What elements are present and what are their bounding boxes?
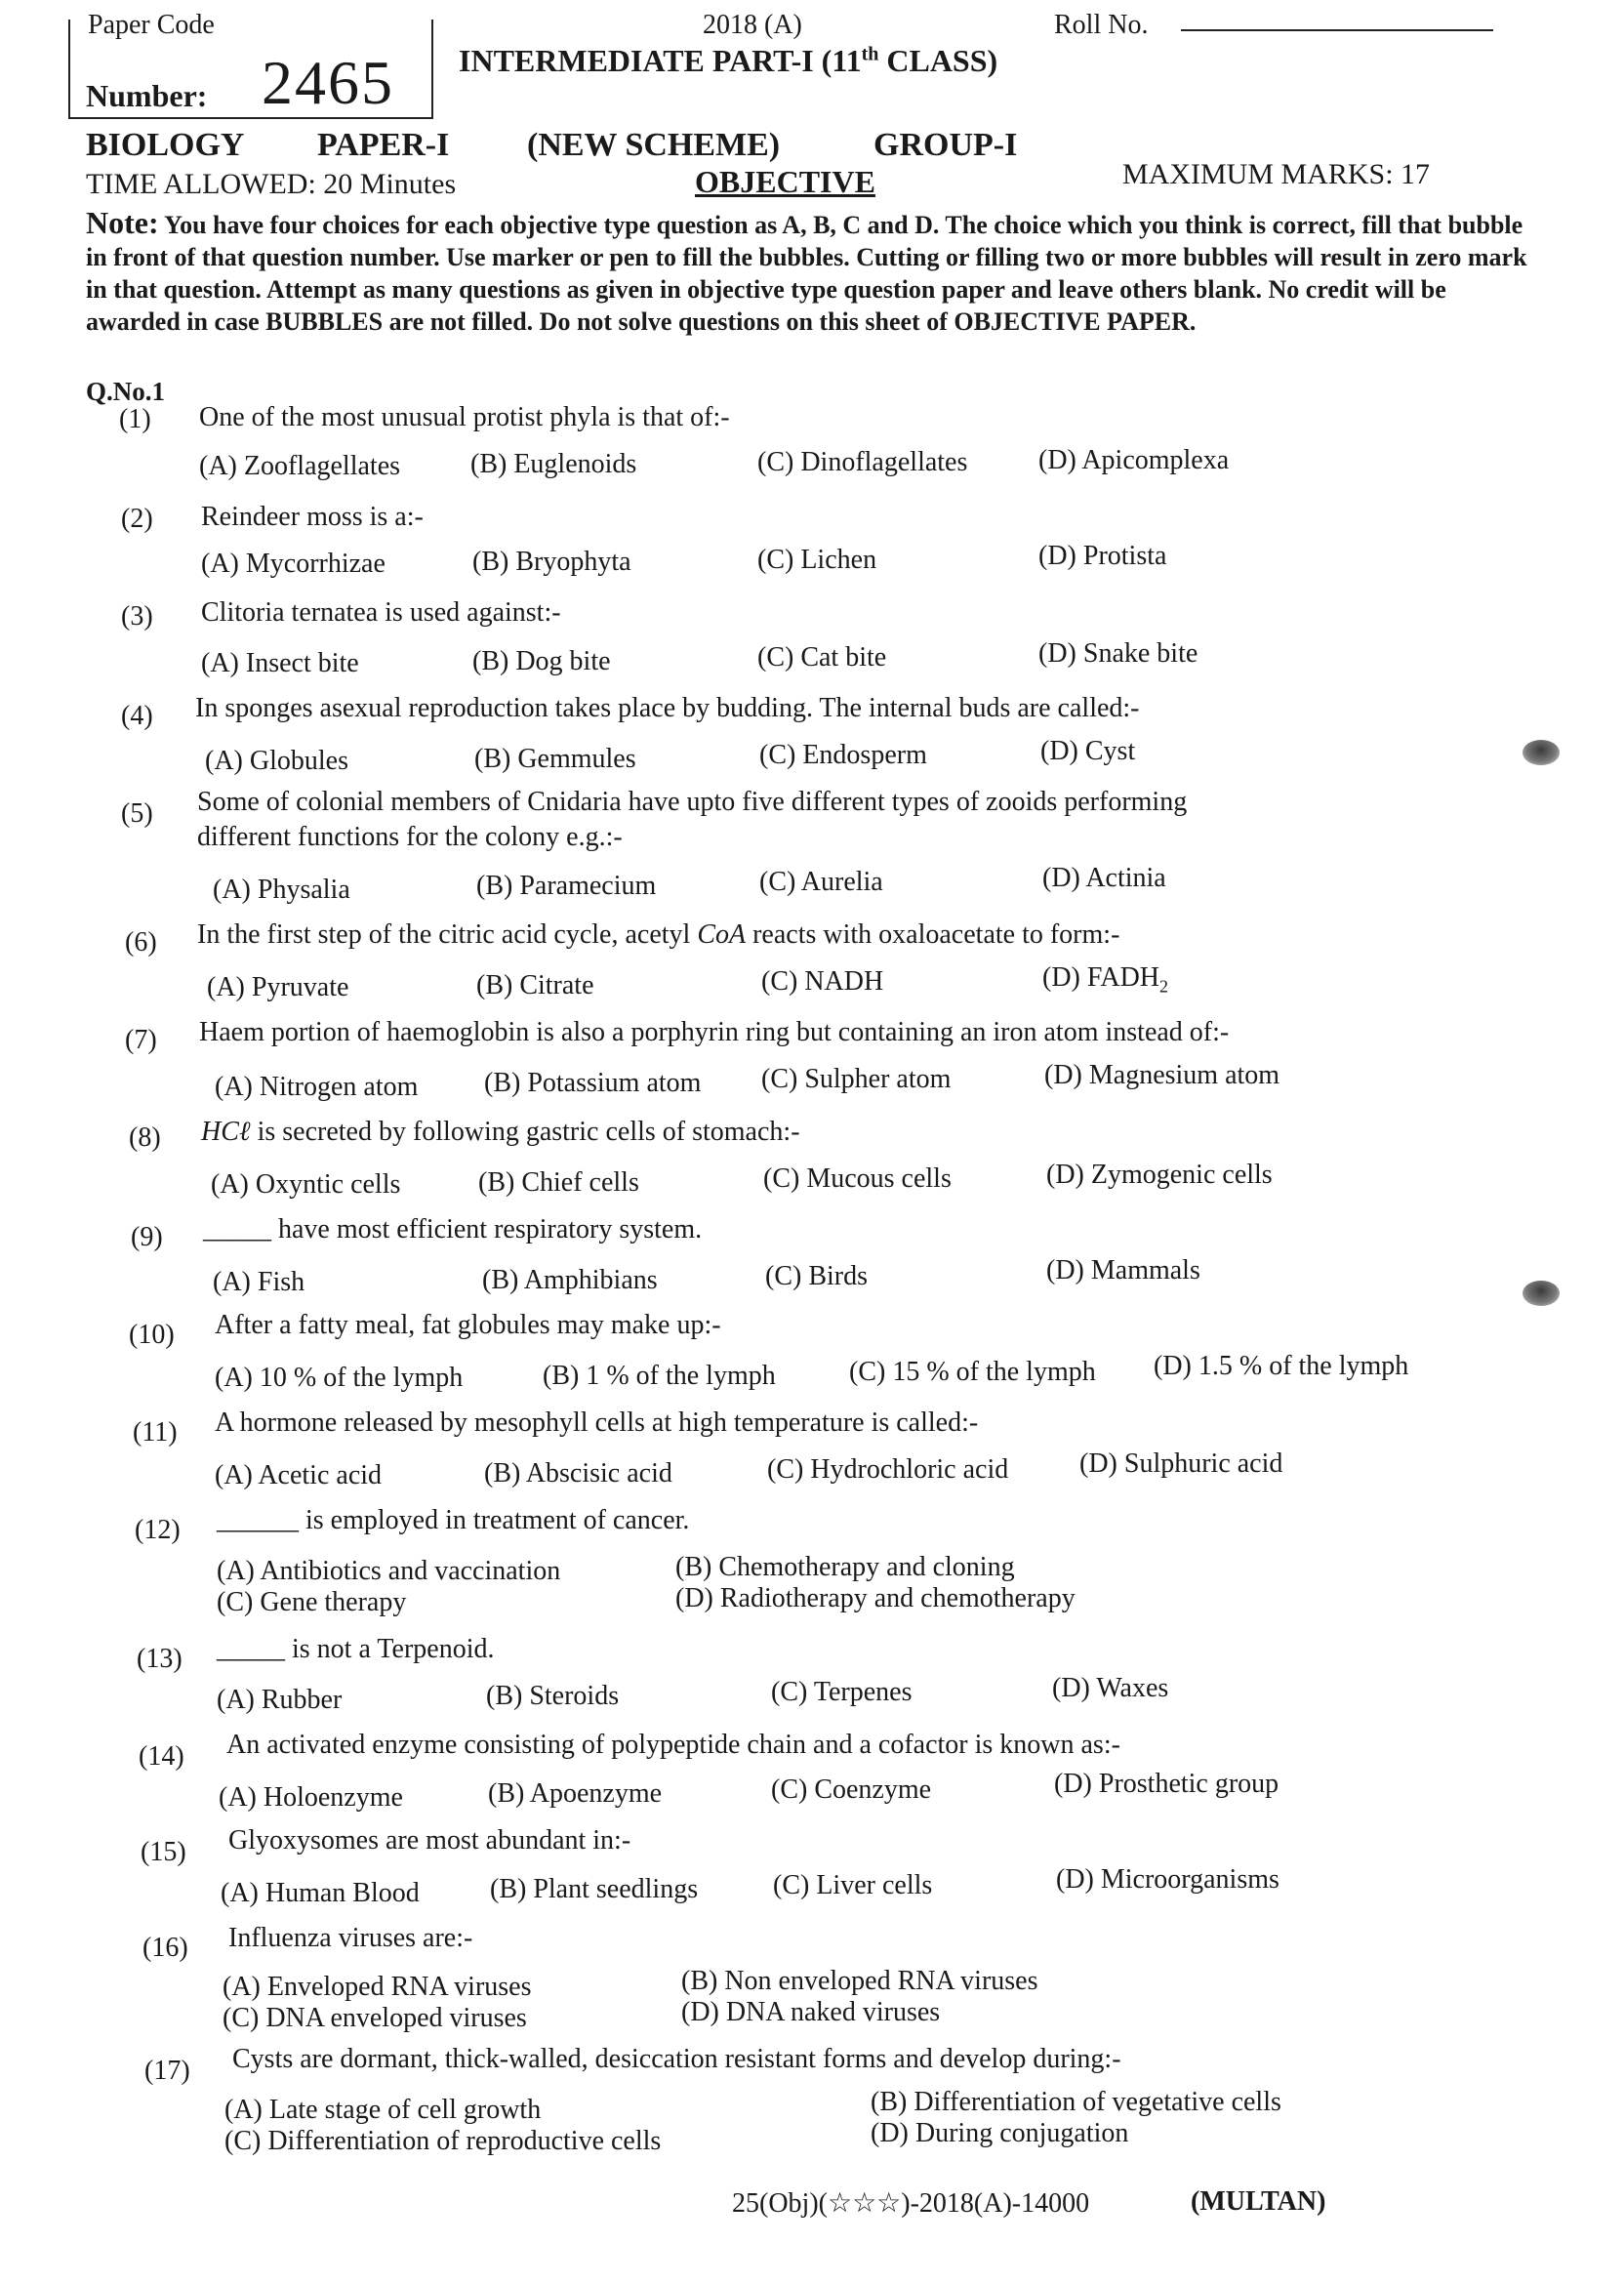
option-c: (C) Hydrochloric acid — [767, 1454, 1009, 1485]
option-a: (A) Oxyntic cells — [211, 1169, 401, 1200]
question-text: Clitoria ternatea is used against:- — [201, 597, 561, 628]
option-d: (D) Radiotherapy and chemotherapy — [675, 1583, 1076, 1613]
option-c: (C) Birds — [765, 1261, 868, 1291]
scheme: (NEW SCHEME) — [527, 127, 781, 163]
exam-title: INTERMEDIATE PART-I (11th CLASS) — [459, 43, 998, 78]
section-title: OBJECTIVE — [695, 164, 875, 199]
option-a: (A) Holoenzyme — [219, 1782, 403, 1813]
option-c: (C) DNA enveloped viruses — [223, 2003, 527, 2033]
punch-hole-icon — [1522, 1281, 1560, 1306]
question-number: (10) — [129, 1320, 175, 1350]
question-text: ______ is employed in treatment of cancer. — [217, 1505, 690, 1535]
roll-number-label: Roll No. — [1054, 10, 1149, 40]
question-text: An activated enzyme consisting of polypeptide chain and a cofactor is known as:- — [226, 1730, 1120, 1760]
question-number: (1) — [119, 404, 151, 434]
question-text: HCℓ is secreted by following gastric cells of stomach:- — [201, 1117, 800, 1147]
time-allowed: TIME ALLOWED: 20 Minutes — [86, 168, 457, 200]
option-d: (D) Sulphuric acid — [1079, 1448, 1283, 1479]
option-b: (B) Chemotherapy and cloning — [675, 1552, 1015, 1582]
question-text: Cysts are dormant, thick-walled, desiccation resistant forms and develop during:- — [232, 2044, 1121, 2074]
option-d: (D) DNA naked viruses — [681, 1997, 941, 2027]
option-c: (C) Liver cells — [773, 1870, 933, 1900]
question-text: _____ is not a Terpenoid. — [217, 1634, 495, 1664]
option-b: (B) Abscisic acid — [484, 1458, 672, 1489]
option-c: (C) NADH — [761, 966, 884, 997]
option-a: (A) Globules — [205, 746, 348, 776]
option-d: (D) Protista — [1038, 541, 1167, 571]
option-d: (D) Actinia — [1042, 863, 1166, 893]
question-text: After a fatty meal, fat globules may make up:- — [215, 1310, 721, 1340]
option-b: (B) Paramecium — [476, 871, 657, 901]
instructions-note — [86, 207, 1530, 338]
option-c: (C) Cat bite — [757, 642, 887, 673]
option-a: (A) Mycorrhizae — [201, 549, 386, 579]
option-b: (B) Plant seedlings — [490, 1874, 699, 1904]
note-label: Note: — [86, 205, 159, 240]
option-b: (B) Euglenoids — [470, 449, 637, 479]
option-c: (C) Terpenes — [771, 1677, 913, 1707]
option-c: (C) Gene therapy — [217, 1587, 407, 1617]
question-number: (14) — [139, 1741, 184, 1772]
question-number: (4) — [121, 701, 153, 731]
paper-number-label: PAPER-I — [317, 127, 450, 163]
question-text: Glyoxysomes are most abundant in:- — [228, 1825, 631, 1856]
option-d: (D) Zymogenic cells — [1046, 1160, 1273, 1190]
option-a: (A) Zooflagellates — [199, 451, 401, 481]
option-c: (C) Lichen — [757, 545, 877, 575]
option-d: (D) Waxes — [1052, 1673, 1169, 1703]
option-d: (D) During conjugation — [871, 2118, 1129, 2148]
question-number: (8) — [129, 1122, 161, 1153]
question-text: In the first step of the citric acid cycle, acetyl CoA reacts with oxaloacetate to form:- — [197, 919, 1120, 950]
board-city: (MULTAN) — [1191, 2186, 1326, 2217]
option-b: (B) Apoenzyme — [488, 1778, 663, 1809]
option-a: (A) Late stage of cell growth — [224, 2095, 542, 2125]
option-d: (D) Snake bite — [1038, 638, 1198, 669]
question-number: (16) — [142, 1933, 188, 1963]
option-b: (B) Potassium atom — [484, 1068, 702, 1098]
question-number: (15) — [141, 1837, 186, 1867]
option-d: (D) Magnesium atom — [1044, 1060, 1280, 1090]
option-a: (A) Acetic acid — [215, 1460, 383, 1490]
option-a: (A) Rubber — [217, 1685, 343, 1715]
question-text: Influenza viruses are:- — [228, 1923, 473, 1953]
number-label: Number: — [86, 78, 208, 113]
option-d: (D) Prosthetic group — [1054, 1769, 1279, 1799]
question-number: (9) — [131, 1222, 163, 1252]
option-a: (A) Pyruvate — [207, 972, 349, 1002]
option-d: (D) $FADH_2$ — [1042, 962, 1169, 997]
option-d: (D) 1.5 % of the lymph — [1154, 1351, 1409, 1381]
option-b: (B) Gemmules — [474, 744, 636, 774]
option-c: (C) Endosperm — [759, 740, 927, 770]
option-c: (C) 15 % of the lymph — [849, 1357, 1096, 1387]
question-number: (2) — [121, 504, 153, 534]
option-c: (C) Mucous cells — [763, 1163, 952, 1194]
question-number: (12) — [135, 1515, 181, 1545]
option-a: (A) Enveloped RNA viruses — [223, 1972, 532, 2002]
question-number: (17) — [144, 2056, 190, 2086]
question-text-continued: different functions for the colony e.g.:- — [197, 822, 623, 852]
question-number: (11) — [133, 1417, 178, 1448]
question-text: _____ have most efficient respiratory system. — [203, 1214, 703, 1244]
option-b: (B) 1 % of the lymph — [543, 1361, 776, 1391]
option-b: (B) Citrate — [476, 970, 594, 1000]
question-text: One of the most unusual protist phyla is that of:- — [199, 402, 730, 432]
option-a: (A) 10 % of the lymph — [215, 1363, 464, 1393]
paper-number: 2465 — [262, 48, 394, 117]
option-d: (D) Microorganisms — [1056, 1864, 1279, 1895]
question-text: A hormone released by mesophyll cells at high temperature is called:- — [215, 1407, 979, 1438]
roll-number-field[interactable] — [1181, 29, 1493, 31]
option-c: (C) Differentiation of reproductive cells — [224, 2126, 662, 2156]
option-a: (A) Insect bite — [201, 648, 359, 678]
option-a: (A) Antibiotics and vaccination — [217, 1556, 561, 1586]
option-b: (B) Steroids — [486, 1681, 620, 1711]
option-c: (C) Coenzyme — [771, 1774, 932, 1805]
question-number: (3) — [121, 601, 153, 632]
punch-hole-icon — [1522, 740, 1560, 765]
question-text: In sponges asexual reproduction takes place by budding. The internal buds are called:- — [195, 693, 1140, 723]
paper-code-label: Paper Code — [88, 10, 215, 40]
option-d: (D) Apicomplexa — [1038, 445, 1230, 475]
note-text: You have four choices for each objective type question as A, B, C and D. The choice which you think is correct, fill that bubble in front of that question number. Use marker or pen to fill the bubbles. Cutting or filling two or more bubbles will result in zero mark in that question. Attempt as many questions as given in objective type question paper and leave others blank. No credit will be awarded in case BUBBLES are not filled. Do not solve questions on this sheet of OBJECTIVE PAPER. — [86, 211, 1527, 336]
option-c: (C) Aurelia — [759, 867, 883, 897]
group: GROUP-I — [873, 127, 1018, 163]
question-number: (6) — [125, 927, 157, 958]
option-b: (B) Non enveloped RNA viruses — [681, 1966, 1038, 1996]
year-session: 2018 (A) — [703, 10, 802, 40]
question-text: Reindeer moss is a:- — [201, 502, 424, 532]
option-b: (B) Amphibians — [482, 1265, 658, 1295]
question-text: Haem portion of haemoglobin is also a porphyrin ring but containing an iron atom instead of:- — [199, 1017, 1230, 1047]
paper-footer-code: 25(Obj)(☆☆☆)-2018(A)-14000 — [732, 2188, 1090, 2219]
option-a: (A) Human Blood — [221, 1878, 420, 1908]
option-b: (B) Differentiation of vegetative cells — [871, 2087, 1281, 2117]
question-text: Some of colonial members of Cnidaria have upto five different types of zooids performing — [197, 787, 1188, 817]
option-b: (B) Dog bite — [472, 646, 611, 676]
option-d: (D) Mammals — [1046, 1255, 1200, 1285]
option-c: (C) Sulpher atom — [761, 1064, 952, 1094]
question-number: (13) — [137, 1644, 183, 1674]
option-a: (A) Physalia — [213, 875, 350, 905]
option-d: (D) Cyst — [1040, 736, 1136, 766]
option-c: (C) Dinoflagellates — [757, 447, 968, 477]
question-group-label: Q.No.1 — [86, 377, 165, 406]
subject: BIOLOGY — [86, 127, 245, 163]
maximum-marks: MAXIMUM MARKS: 17 — [1122, 158, 1431, 190]
option-a: (A) Fish — [213, 1267, 305, 1297]
question-number: (5) — [121, 798, 153, 829]
option-a: (A) Nitrogen atom — [215, 1072, 419, 1102]
option-b: (B) Bryophyta — [472, 547, 631, 577]
option-b: (B) Chief cells — [478, 1167, 639, 1198]
question-number: (7) — [125, 1025, 157, 1055]
